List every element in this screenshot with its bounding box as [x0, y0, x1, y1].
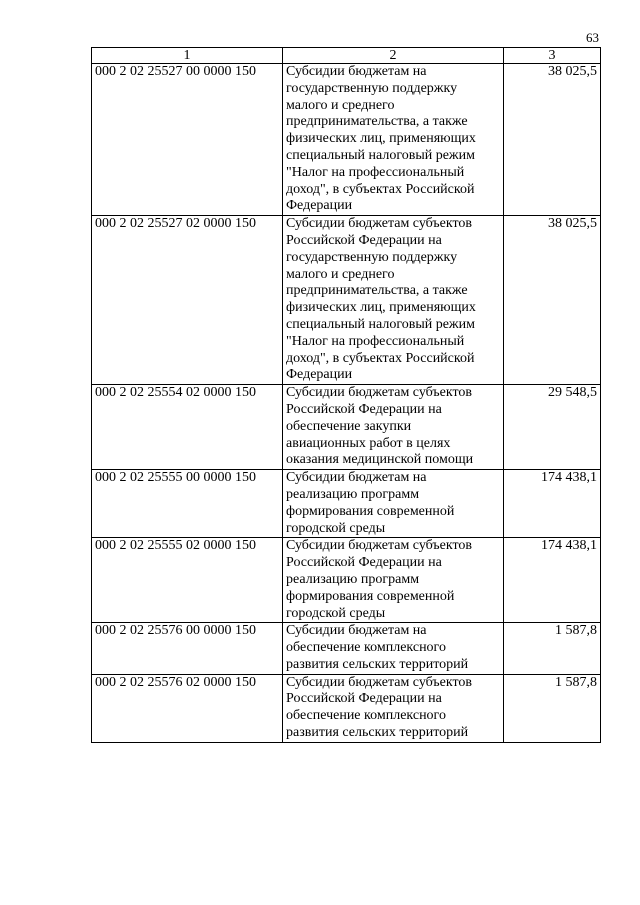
description-line: авиационных работ в целях [286, 435, 451, 451]
description-cell [283, 674, 504, 742]
budget-code-cell: 000 2 02 25527 00 0000 150 [92, 64, 283, 216]
description-line: развития сельских территорий [286, 656, 469, 672]
description-line: оказания медицинской помощи [286, 452, 474, 468]
description-line: Федерации [286, 198, 353, 214]
amount-cell: 174 438,1 [504, 538, 601, 623]
amount-cell: 174 438,1 [504, 470, 601, 538]
column-header-1: 1 [92, 48, 283, 64]
description-line: государственную поддержку [286, 80, 458, 96]
description-line: реализацию программ [286, 571, 420, 587]
table-row [92, 538, 601, 623]
amount-cell: 38 025,5 [504, 64, 601, 216]
description-line: Субсидии бюджетам субъектов [286, 538, 473, 554]
description-line: малого и среднего [286, 97, 395, 113]
description-line: физических лиц, применяющих [286, 300, 476, 316]
description-line: городской среды [286, 520, 386, 536]
budget-code-cell: 000 2 02 25554 02 0000 150 [92, 385, 283, 470]
description-line: государственную поддержку [286, 249, 458, 265]
description-line: обеспечение комплексного [286, 708, 446, 724]
description-line: предпринимательства, а также [286, 114, 468, 130]
description-cell [283, 470, 504, 538]
description-line: Субсидии бюджетам на [286, 64, 427, 79]
table-row [92, 385, 601, 470]
description-line: Субсидии бюджетам субъектов [286, 216, 473, 232]
amount-cell: 1 587,8 [504, 623, 601, 674]
table-row [92, 623, 601, 674]
description-line: формирования современной [286, 503, 455, 519]
description-line: Российской Федерации на [286, 555, 442, 571]
description-line: Субсидии бюджетам субъектов [286, 385, 473, 401]
budget-code-cell: 000 2 02 25555 02 0000 150 [92, 538, 283, 623]
description-line: Российской Федерации на [286, 232, 442, 248]
table-header-row [92, 48, 601, 64]
amount-cell: 38 025,5 [504, 216, 601, 385]
description-line: "Налог на профессиональный [286, 333, 465, 349]
description-line: доход", в субъектах Российской [286, 181, 475, 197]
amount-cell: 1 587,8 [504, 674, 601, 742]
description-cell [283, 216, 504, 385]
description-cell [283, 64, 504, 216]
table-row [92, 64, 601, 216]
description-cell [283, 385, 504, 470]
column-header-2: 2 [283, 48, 504, 64]
description-line: специальный налоговый режим [286, 316, 475, 332]
page-number: 63 [586, 30, 599, 45]
budget-code-cell: 000 2 02 25576 02 0000 150 [92, 674, 283, 742]
amount-cell: 29 548,5 [504, 385, 601, 470]
budget-table [91, 47, 601, 743]
description-line: Субсидии бюджетам субъектов [286, 674, 473, 690]
budget-code-cell: 000 2 02 25555 00 0000 150 [92, 470, 283, 538]
description-line: Субсидии бюджетам на [286, 623, 427, 639]
description-line: развития сельских территорий [286, 725, 469, 741]
description-line: физических лиц, применяющих [286, 131, 476, 147]
description-line: Субсидии бюджетам на [286, 470, 427, 486]
table-row [92, 470, 601, 538]
description-line: Федерации [286, 367, 353, 383]
description-line: Российской Федерации на [286, 401, 442, 417]
description-line: Российской Федерации на [286, 691, 442, 707]
description-cell [283, 538, 504, 623]
table-body [92, 64, 601, 743]
description-line: "Налог на профессиональный [286, 164, 465, 180]
description-line: обеспечение закупки [286, 418, 412, 434]
budget-code-cell: 000 2 02 25576 00 0000 150 [92, 623, 283, 674]
column-header-3: 3 [504, 48, 601, 64]
description-line: специальный налоговый режим [286, 147, 475, 163]
table-row [92, 216, 601, 385]
budget-code-cell: 000 2 02 25527 02 0000 150 [92, 216, 283, 385]
description-line: малого и среднего [286, 266, 395, 282]
description-line: формирования современной [286, 588, 455, 604]
description-line: доход", в субъектах Российской [286, 350, 475, 366]
description-cell [283, 623, 504, 674]
description-line: городской среды [286, 605, 386, 621]
description-line: обеспечение комплексного [286, 640, 446, 656]
table-row [92, 674, 601, 742]
description-line: предпринимательства, а также [286, 283, 468, 299]
description-line: реализацию программ [286, 486, 420, 502]
